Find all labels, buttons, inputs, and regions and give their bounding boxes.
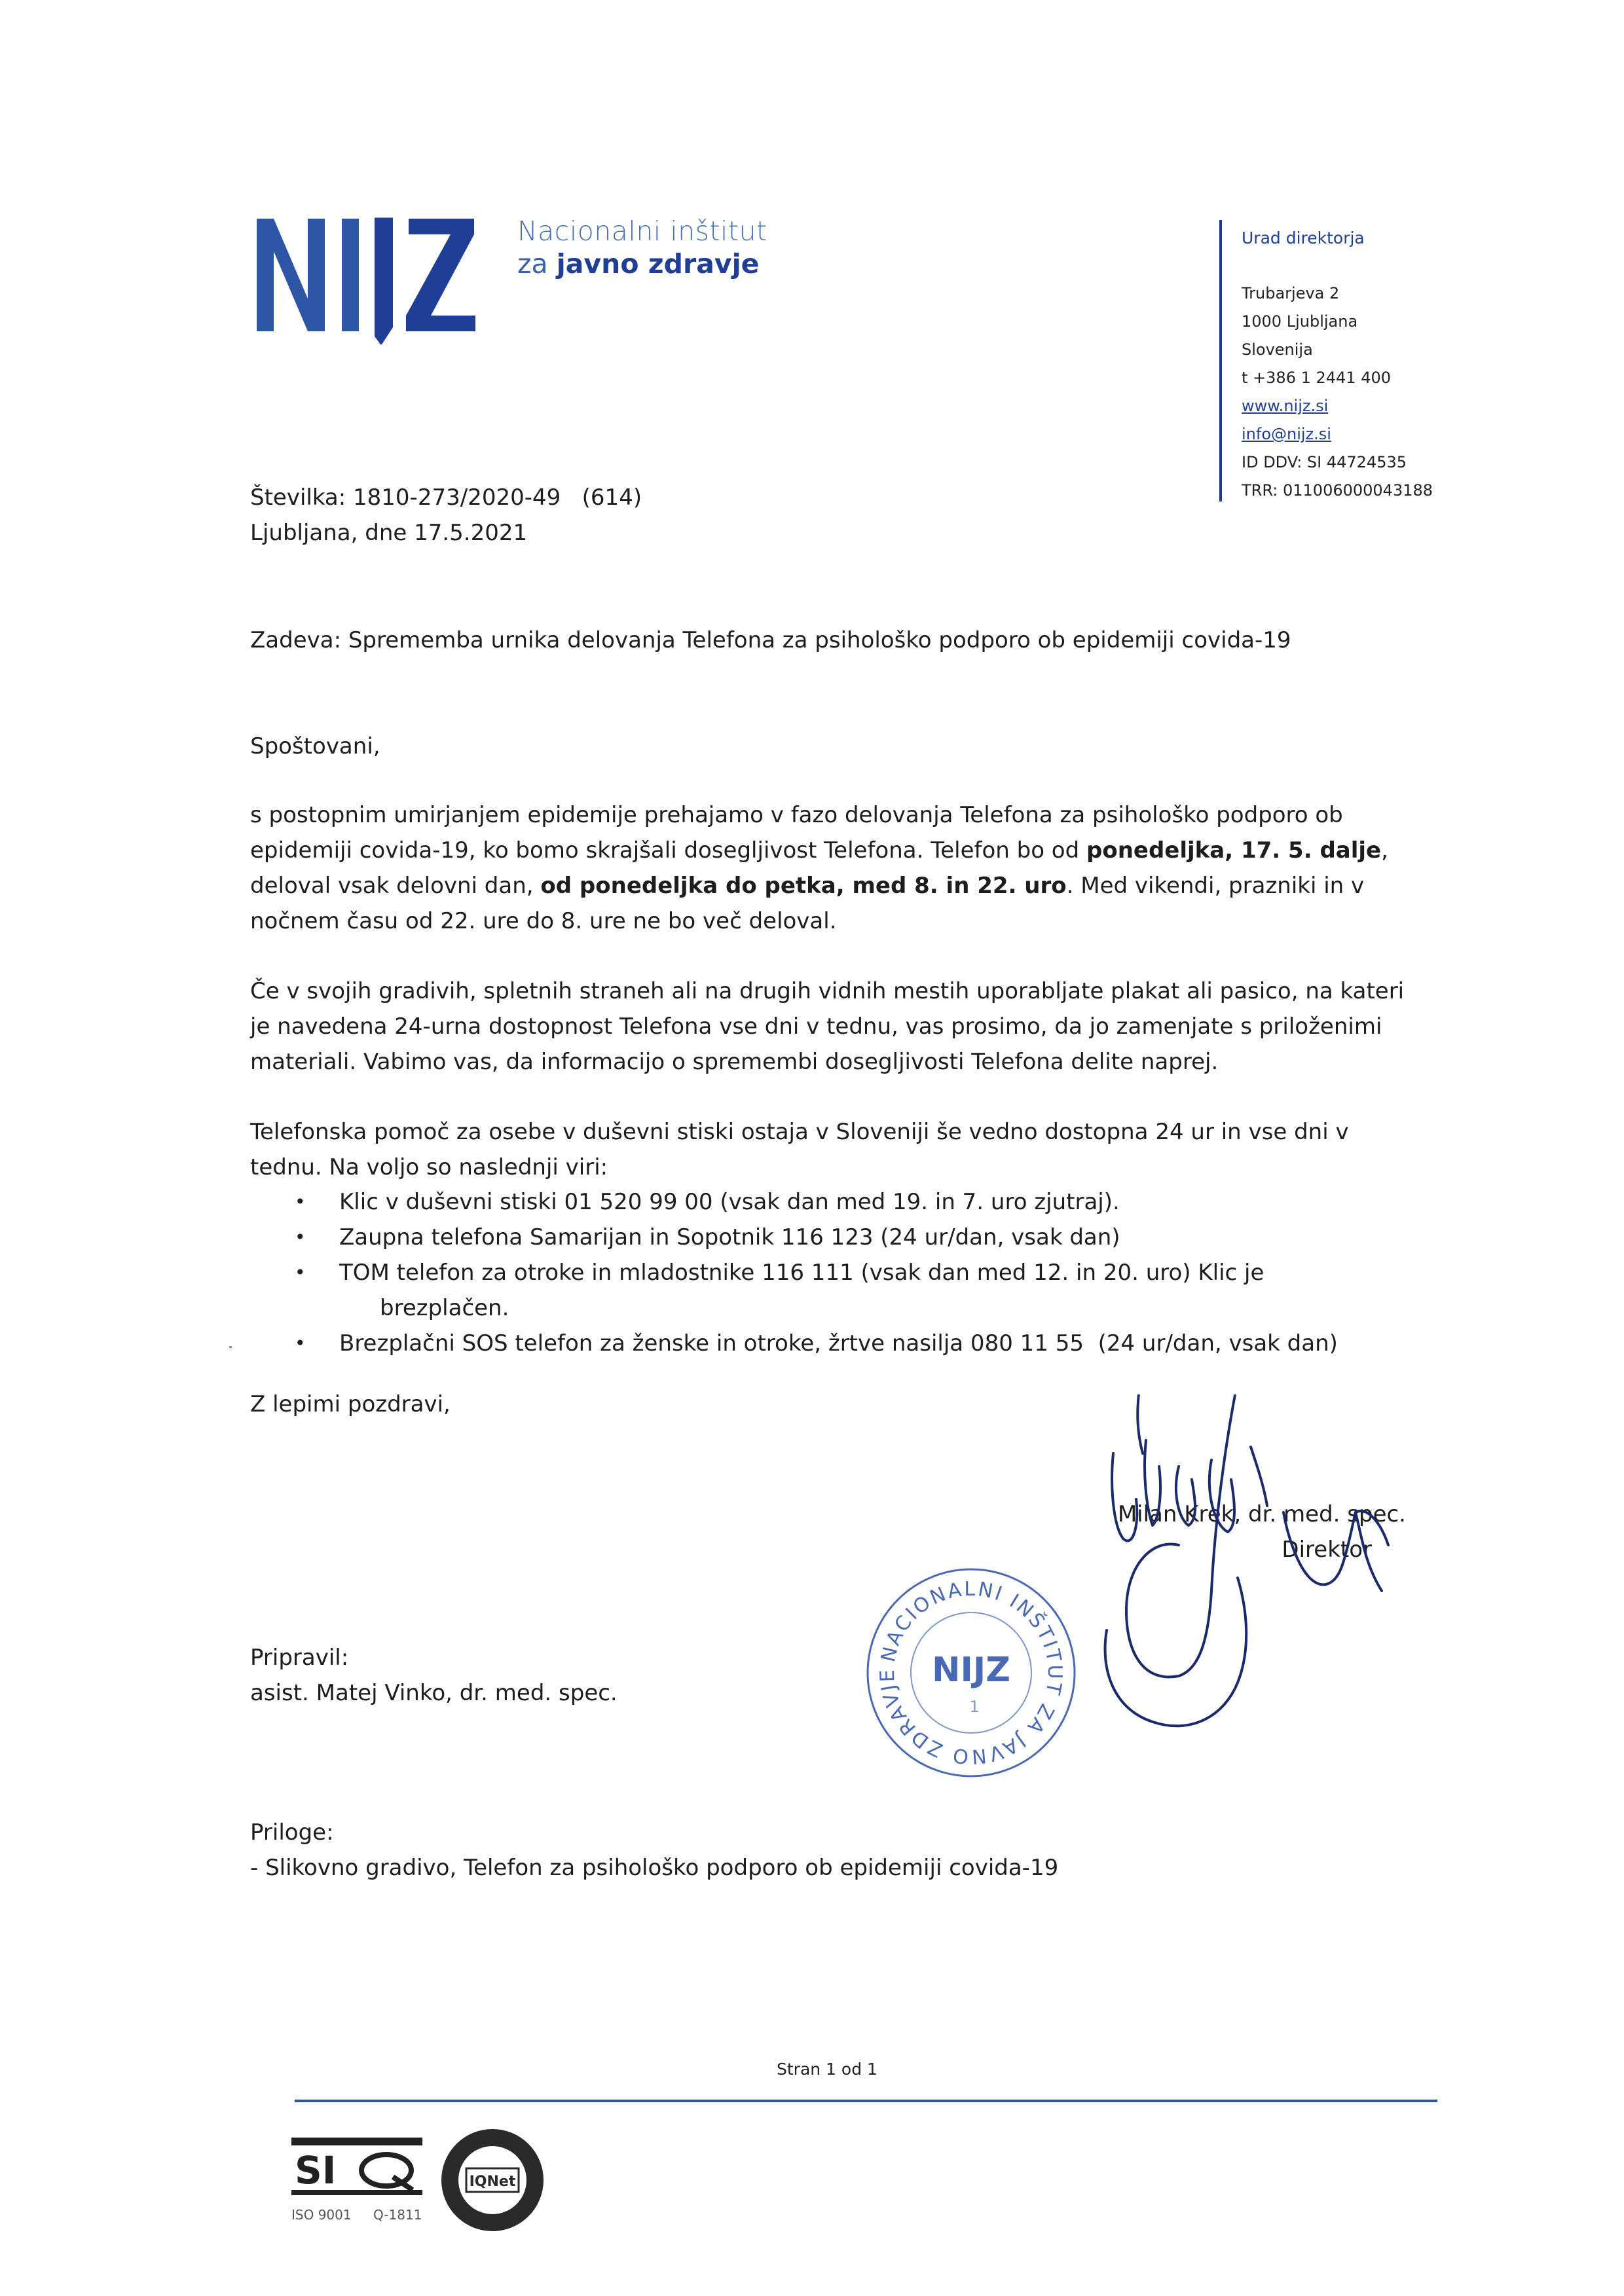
letter-reference [250, 480, 642, 551]
institute-line1: Nacionalni inštitut [517, 215, 767, 247]
paragraph-materials: Če v svojih gradivih, spletnih straneh ali na drugih vidnih mestih uporabljate plakat ali pasico, na kateri je navedena 24-urna dostopnost Telefona vse dni v tednu, vas prosimo, da jo zamenjate s priloženimi materiali. Vabimo vas, da informacijo o spremembi dosegljivosti Telefona delite naprej. [250, 978, 1405, 1075]
footer-rule [295, 2100, 1437, 2102]
prepared-name: asist. Matej Vinko, dr. med. spec. [250, 1680, 618, 1706]
list-item: • Klic v duševni stiski 01 520 99 00 (vsak dan med 19. in 7. uro zjutraj). [295, 1189, 1120, 1215]
subject-line: Zadeva: Sprememba urnika delovanja Telefona za psihološko podporo ob epidemiji covida-19 [250, 627, 1291, 653]
salutation: Spoštovani, [250, 733, 380, 759]
stamp-ring-text: NACIONALNI INŠTITUT ZA JAVNO ZDRAVJE [876, 1577, 1067, 1768]
iso-label: ISO 9001 [291, 2207, 352, 2223]
document-number: Številka: 1810-273/2020-49 (614) [250, 484, 642, 511]
attachments [250, 1815, 1058, 1886]
prepared-label: Pripravil: [250, 1645, 349, 1671]
page-number: Stran 1 od 1 [777, 2060, 877, 2079]
prepared-by [250, 1640, 618, 1711]
signer-title: Direktor [1282, 1537, 1372, 1563]
resource-list [295, 1184, 1447, 1361]
place-date: Ljubljana, dne 17.5.2021 [250, 520, 528, 546]
scan-mark [229, 1346, 232, 1348]
stamp-center: NIJZ [932, 1650, 1010, 1690]
address-street: Trubarjeva 2 [1242, 284, 1340, 302]
address-country: Slovenija [1242, 340, 1313, 359]
institute-line2: za javno zdravje [517, 248, 760, 280]
stamp-number: 1 [969, 1698, 980, 1716]
q-number: Q-1811 [373, 2207, 422, 2223]
list-item-continuation: brezplačen. [380, 1295, 509, 1321]
attachment-item: - Slikovno gradivo, Telefon za psihološko podporo ob epidemiji covida-19 [250, 1855, 1059, 1881]
website-link[interactable]: www.nijz.si [1242, 397, 1329, 415]
phone: t +386 1 2441 400 [1242, 369, 1391, 387]
official-stamp [863, 1565, 1079, 1781]
address-city: 1000 Ljubljana [1242, 312, 1358, 331]
certification-logos [288, 2121, 550, 2239]
handwritten-signature [1074, 1394, 1480, 1755]
office-name: Urad direktorja [1242, 228, 1365, 247]
list-item: • Brezplačni SOS telefon za ženske in otroke, žrtve nasilja 080 11 55 (24 ur/dan, vsak dan) [295, 1330, 1338, 1357]
contact-divider [1219, 220, 1222, 501]
bank-account: TRR: 011006000043188 [1242, 481, 1433, 500]
contact-block [1242, 224, 1433, 505]
signer-name: Milan Krek, dr. med. spec. [1117, 1501, 1406, 1527]
institute-name [517, 215, 767, 280]
closing: Z lepimi pozdravi, [250, 1391, 451, 1417]
list-item: • Zaupna telefona Samarijan in Sopotnik 116 123 (24 ur/dan, vsak dan) [295, 1224, 1120, 1250]
paragraph-schedule: s postopnim umirjanjem epidemije prehajamo v fazo delovanja Telefona za psihološko podporo ob epidemiji covida-19, ko bomo skrajšali dosegljivost Telefona. Telefon bo od ponedeljka, 17. 5. dalje, deloval vsak delovni dan, od ponedeljka do petka, med 8. in 22. uro. Med vikendi, prazniki in v nočnem času od 22. ure do 8. ure ne bo več deloval. [250, 802, 1388, 934]
list-item: • TOM telefon za otroke in mladostnike 116 111 (vsak dan med 12. in 20. uro) Klic je [295, 1260, 1264, 1286]
attachments-label: Priloge: [250, 1819, 334, 1846]
email-link[interactable]: info@nijz.si [1242, 425, 1331, 443]
vat-id: ID DDV: SI 44724535 [1242, 453, 1407, 471]
paragraph-resources: Telefonska pomoč za osebe v duševni stiski ostaja v Sloveniji še vedno dostopna 24 ur in vse dni v tednu. Na voljo so naslednji viri: [250, 1119, 1349, 1180]
nijz-logo [257, 207, 479, 344]
si-mark: SI [295, 2148, 337, 2193]
iqnet-label: IQNet [469, 2174, 516, 2190]
